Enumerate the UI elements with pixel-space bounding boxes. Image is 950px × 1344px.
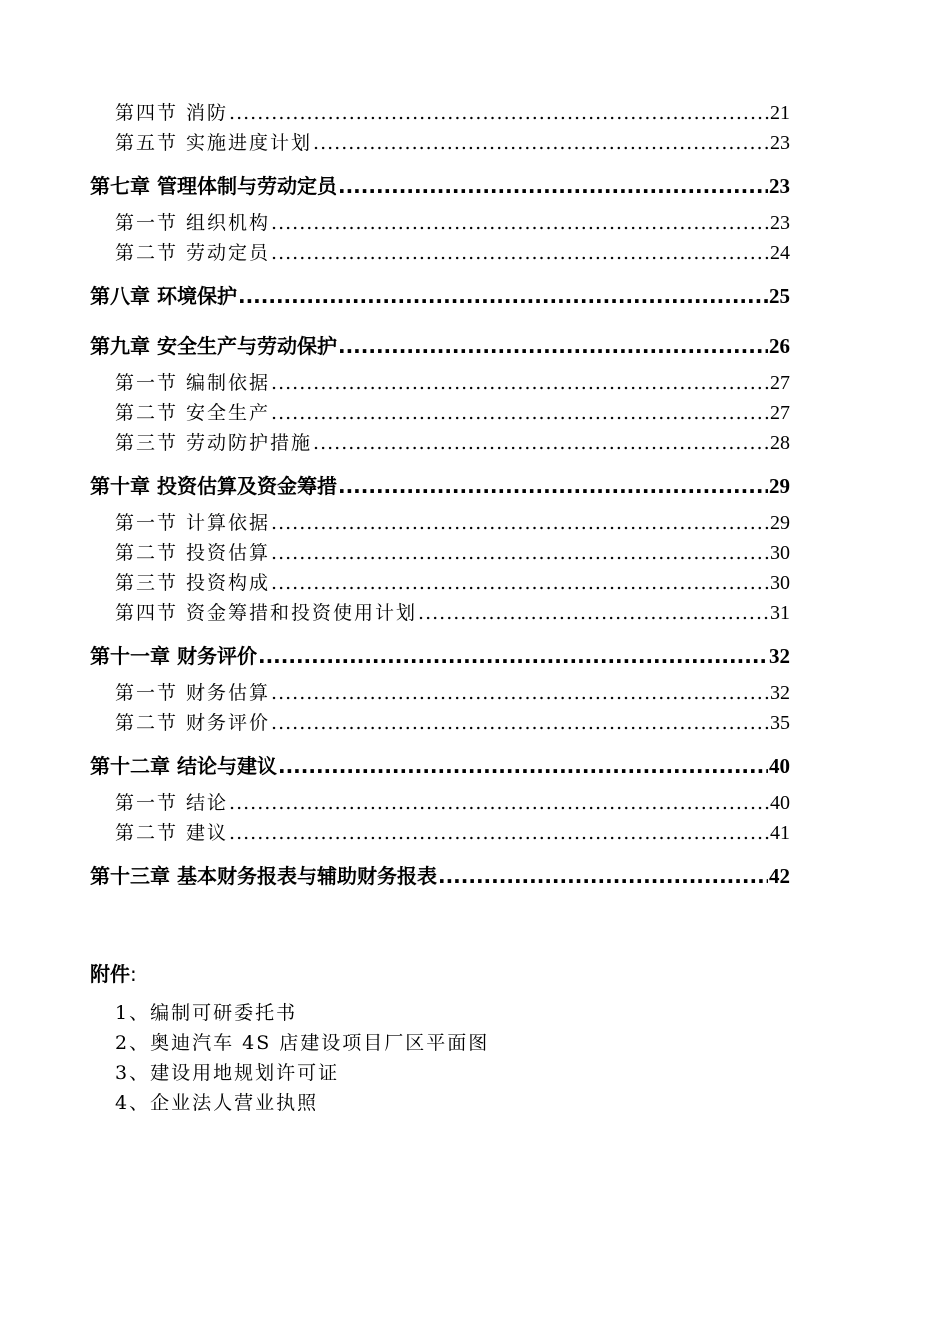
toc-section-entry[interactable] [115,428,790,455]
toc-section-entry[interactable] [115,538,790,565]
toc-dot-leader [229,822,769,844]
toc-entry-title: 第十三章 基本财务报表与辅助财务报表 [90,864,437,888]
toc-section-entry[interactable] [115,818,790,845]
toc-page-number: 40 [769,754,790,778]
toc-dot-leader [418,602,769,624]
toc-page-number: 24 [770,242,790,264]
toc-section-entry[interactable] [115,368,790,395]
toc-page-number: 30 [770,542,790,564]
toc-dot-leader [338,334,768,358]
toc-dot-leader [313,132,769,154]
toc-section-entry[interactable] [115,238,790,265]
toc-chapter-entry[interactable] [90,470,790,499]
toc-section-entry[interactable] [115,788,790,815]
toc-dot-leader [438,864,768,888]
toc-dot-leader [238,284,768,308]
toc-page-number: 29 [770,512,790,534]
toc-dot-leader [271,712,769,734]
toc-entry-title: 第五节 实施进度计划 [115,132,313,154]
toc-page-number: 28 [770,432,790,454]
toc-dot-leader [258,644,768,668]
toc-entry-title: 第一节 计算依据 [115,512,271,534]
toc-page-number: 42 [769,864,790,888]
attachments-heading-colon: : [130,962,137,986]
toc-dot-leader [271,542,769,564]
toc-section-entry[interactable] [115,598,790,625]
toc-page-number: 27 [770,372,790,394]
toc-chapter-entry[interactable] [90,330,790,359]
toc-page-number: 35 [770,712,790,734]
toc-chapter-entry[interactable] [90,280,790,309]
toc-entry-title: 第八章 环境保护 [90,284,237,308]
toc-page-number: 23 [770,132,790,154]
toc-page-number: 21 [770,102,790,124]
toc-page-number: 40 [770,792,790,814]
toc-entry-title: 第十二章 结论与建议 [90,754,277,778]
toc-entry-title: 第一节 编制依据 [115,372,271,394]
toc-entry-title: 第十一章 财务评价 [90,644,257,668]
toc-section-entry[interactable] [115,128,790,155]
toc-dot-leader [338,474,768,498]
toc-dot-leader [271,242,769,264]
toc-dot-leader [338,174,768,198]
toc-section-entry[interactable] [115,568,790,595]
toc-chapter-entry[interactable] [90,640,790,669]
toc-chapter-entry[interactable] [90,860,790,889]
attachments-heading-label: 附件 [90,962,130,986]
toc-page-number: 27 [770,402,790,424]
attachment-item: 2、奥迪汽车 4S 店建设项目厂区平面图 [115,1032,490,1054]
toc-entry-title: 第二节 劳动定员 [115,242,271,264]
toc-page-number: 32 [770,682,790,704]
toc-chapter-entry[interactable] [90,170,790,199]
attachment-item: 3、建设用地规划许可证 [115,1062,340,1084]
toc-dot-leader [271,372,769,394]
toc-dot-leader [271,682,769,704]
toc-entry-title: 第二节 财务评价 [115,712,271,734]
toc-entry-title: 第九章 安全生产与劳动保护 [90,334,337,358]
toc-entry-title: 第七章 管理体制与劳动定员 [90,174,337,198]
toc-entry-title: 第三节 投资构成 [115,572,271,594]
toc-page-number: 23 [770,212,790,234]
toc-entry-title: 第二节 投资估算 [115,542,271,564]
attachment-item: 4、企业法人营业执照 [115,1092,319,1114]
toc-section-entry[interactable] [115,398,790,425]
toc-section-entry[interactable] [115,678,790,705]
toc-page-number: 31 [770,602,790,624]
attachment-item: 1、编制可研委托书 [115,1002,298,1024]
toc-chapter-entry[interactable] [90,750,790,779]
attachments-heading [90,958,137,987]
toc-page-number: 25 [769,284,790,308]
toc-dot-leader [271,572,769,594]
toc-entry-title: 第一节 组织机构 [115,212,271,234]
toc-dot-leader [271,402,769,424]
toc-dot-leader [271,512,769,534]
toc-dot-leader [313,432,769,454]
toc-entry-title: 第一节 结论 [115,792,229,814]
toc-dot-leader [278,754,768,778]
toc-page-number: 23 [769,174,790,198]
toc-section-entry[interactable] [115,708,790,735]
toc-entry-title: 第四节 消防 [115,102,229,124]
toc-entry-title: 第十章 投资估算及资金筹措 [90,474,337,498]
toc-section-entry[interactable] [115,98,790,125]
toc-dot-leader [271,212,769,234]
toc-page-number: 41 [770,822,790,844]
toc-entry-title: 第一节 财务估算 [115,682,271,704]
toc-entry-title: 第二节 安全生产 [115,402,271,424]
toc-section-entry[interactable] [115,208,790,235]
toc-page-number: 30 [770,572,790,594]
toc-dot-leader [229,102,769,124]
toc-entry-title: 第四节 资金筹措和投资使用计划 [115,602,418,624]
toc-entry-title: 第二节 建议 [115,822,229,844]
toc-entry-title: 第三节 劳动防护措施 [115,432,313,454]
toc-page-number: 32 [769,644,790,668]
toc-section-entry[interactable] [115,508,790,535]
toc-page-number: 26 [769,334,790,358]
toc-page-number: 29 [769,474,790,498]
toc-dot-leader [229,792,769,814]
